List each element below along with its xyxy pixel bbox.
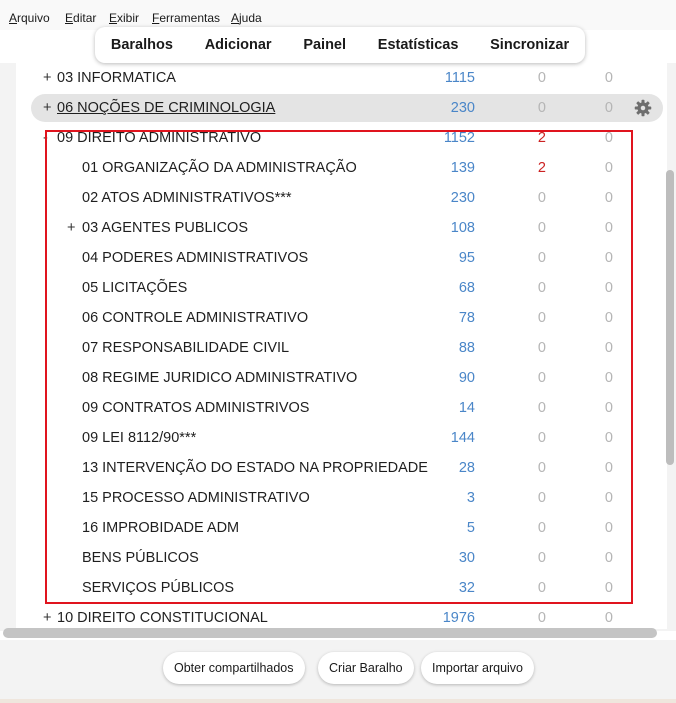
deck-name[interactable]: 06 NOÇÕES DE CRIMINOLOGIA: [57, 100, 276, 116]
new-count: 5: [466, 520, 475, 536]
learn-count: 0: [537, 310, 546, 326]
deck-row[interactable]: [0, 573, 676, 603]
due-count: 0: [604, 580, 613, 596]
deck-name[interactable]: 09 DIREITO ADMINISTRATIVO: [57, 130, 262, 146]
deck-row[interactable]: [0, 483, 676, 513]
deck-row[interactable]: [0, 363, 676, 393]
obter-compartilhados-button[interactable]: Obter compartilhados: [163, 652, 305, 684]
deck-name[interactable]: 01 ORGANIZAÇÃO DA ADMINISTRAÇÃO: [82, 160, 357, 176]
window-bottom-edge: [0, 699, 676, 703]
deck-name[interactable]: 09 CONTRATOS ADMINISTRIVOS: [82, 400, 310, 416]
deck-row[interactable]: [0, 153, 676, 183]
menu-editar[interactable]: Editar: [65, 11, 97, 25]
new-count: 68: [458, 280, 475, 296]
gear-icon[interactable]: [634, 99, 652, 117]
deck-name[interactable]: 13 INTERVENÇÃO DO ESTADO NA PROPRIEDADE: [82, 460, 428, 476]
collapse-toggle[interactable]: -: [43, 130, 48, 146]
horizontal-scrollbar[interactable]: [3, 628, 657, 638]
deck-row[interactable]: [0, 273, 676, 303]
deck-row[interactable]: [0, 123, 676, 153]
deck-name[interactable]: 05 LICITAÇÕES: [82, 280, 188, 296]
learn-count: 0: [537, 460, 546, 476]
new-count: 28: [458, 460, 475, 476]
menu-ajuda[interactable]: Ajuda: [231, 11, 262, 25]
due-count: 0: [604, 70, 613, 86]
learn-count: 0: [537, 100, 546, 116]
menu-exibir[interactable]: Exibir: [109, 11, 140, 25]
deck-row[interactable]: [0, 303, 676, 333]
new-count: 90: [458, 370, 475, 386]
deck-row[interactable]: [0, 393, 676, 423]
deck-row[interactable]: [0, 423, 676, 453]
new-count: 230: [450, 190, 475, 206]
toolbar-estatisticas-button[interactable]: Estatísticas: [377, 37, 459, 53]
footer-bar: [0, 640, 676, 703]
deck-name[interactable]: BENS PÚBLICOS: [82, 550, 199, 566]
deck-row[interactable]: [0, 183, 676, 213]
deck-name[interactable]: 04 PODERES ADMINISTRATIVOS: [82, 250, 309, 266]
new-count: 230: [450, 100, 475, 116]
learn-count: 0: [537, 70, 546, 86]
deck-row[interactable]: [0, 213, 676, 243]
new-count: 144: [450, 430, 475, 446]
criar-baralho-button[interactable]: Criar Baralho: [318, 652, 414, 684]
due-count: 0: [604, 340, 613, 356]
learn-count: 0: [537, 430, 546, 446]
learn-count: 0: [537, 280, 546, 296]
deck-name[interactable]: 03 INFORMATICA: [57, 70, 176, 86]
learn-count: 2: [537, 160, 546, 176]
due-count: 0: [604, 130, 613, 146]
new-count: 1152: [443, 130, 475, 146]
new-count: 32: [458, 580, 475, 596]
due-count: 0: [604, 490, 613, 506]
menu-ferramentas[interactable]: Ferramentas: [152, 11, 221, 25]
new-count: 30: [458, 550, 475, 566]
due-count: 0: [604, 550, 613, 566]
deck-row[interactable]: [0, 93, 676, 123]
new-count: 88: [458, 340, 475, 356]
learn-count: 0: [537, 220, 546, 236]
deck-name[interactable]: 09 LEI 8112/90***: [82, 430, 197, 446]
due-count: 0: [604, 160, 613, 176]
expand-toggle[interactable]: +: [43, 100, 52, 116]
learn-count: 0: [537, 250, 546, 266]
menu-arquivo[interactable]: Arquivo: [9, 11, 50, 25]
deck-row[interactable]: [0, 243, 676, 273]
learn-count: 0: [537, 580, 546, 596]
deck-name[interactable]: 07 RESPONSABILIDADE CIVIL: [82, 340, 290, 356]
learn-count: 0: [537, 340, 546, 356]
new-count: 3: [466, 490, 475, 506]
deck-name[interactable]: 16 IMPROBIDADE ADM: [82, 520, 240, 536]
new-count: 14: [458, 400, 475, 416]
deck-name[interactable]: 08 REGIME JURIDICO ADMINISTRATIVO: [82, 370, 358, 386]
toolbar-sincronizar-button[interactable]: Sincronizar: [490, 37, 570, 53]
deck-row[interactable]: [0, 543, 676, 573]
toolbar-painel-button[interactable]: Painel: [303, 37, 347, 53]
learn-count: 0: [537, 490, 546, 506]
deck-row[interactable]: [0, 63, 676, 93]
due-count: 0: [604, 430, 613, 446]
new-count: 1976: [442, 610, 475, 626]
deck-row[interactable]: [0, 513, 676, 543]
deck-name[interactable]: 10 DIREITO CONSTITUCIONAL: [57, 610, 268, 626]
due-count: 0: [604, 220, 613, 236]
expand-toggle[interactable]: +: [67, 220, 76, 236]
due-count: 0: [604, 310, 613, 326]
deck-row[interactable]: [0, 333, 676, 363]
due-count: 0: [604, 100, 613, 116]
due-count: 0: [604, 610, 613, 626]
learn-count: 0: [537, 370, 546, 386]
learn-count: 0: [537, 610, 546, 626]
learn-count: 0: [537, 400, 546, 416]
expand-toggle[interactable]: +: [43, 610, 52, 626]
learn-count: 0: [537, 520, 546, 536]
due-count: 0: [604, 460, 613, 476]
due-count: 0: [604, 250, 613, 266]
learn-count: 0: [537, 550, 546, 566]
due-count: 0: [604, 370, 613, 386]
deck-name[interactable]: 02 ATOS ADMINISTRATIVOS***: [82, 190, 292, 206]
deck-name[interactable]: 15 PROCESSO ADMINISTRATIVO: [82, 490, 310, 506]
new-count: 95: [458, 250, 475, 266]
main-toolbar: [95, 27, 585, 63]
vertical-scrollbar[interactable]: [666, 170, 674, 465]
menu-bar: [0, 0, 676, 30]
due-count: 0: [604, 520, 613, 536]
toolbar-baralhos-button[interactable]: Baralhos: [110, 37, 173, 53]
new-count: 1115: [444, 70, 475, 86]
learn-count: 0: [537, 190, 546, 206]
new-count: 78: [458, 310, 475, 326]
expand-toggle[interactable]: +: [43, 70, 52, 86]
due-count: 0: [604, 280, 613, 296]
new-count: 139: [450, 160, 475, 176]
deck-name[interactable]: SERVIÇOS PÚBLICOS: [82, 580, 235, 596]
learn-count: 2: [537, 130, 546, 146]
new-count: 108: [450, 220, 475, 236]
toolbar-adicionar-button[interactable]: Adicionar: [204, 37, 272, 53]
deck-name[interactable]: 06 CONTROLE ADMINISTRATIVO: [82, 310, 309, 326]
due-count: 0: [604, 190, 613, 206]
deck-name[interactable]: 03 AGENTES PUBLICOS: [82, 220, 249, 236]
due-count: 0: [604, 400, 613, 416]
deck-row[interactable]: [0, 453, 676, 483]
importar-arquivo-button[interactable]: Importar arquivo: [421, 652, 534, 684]
